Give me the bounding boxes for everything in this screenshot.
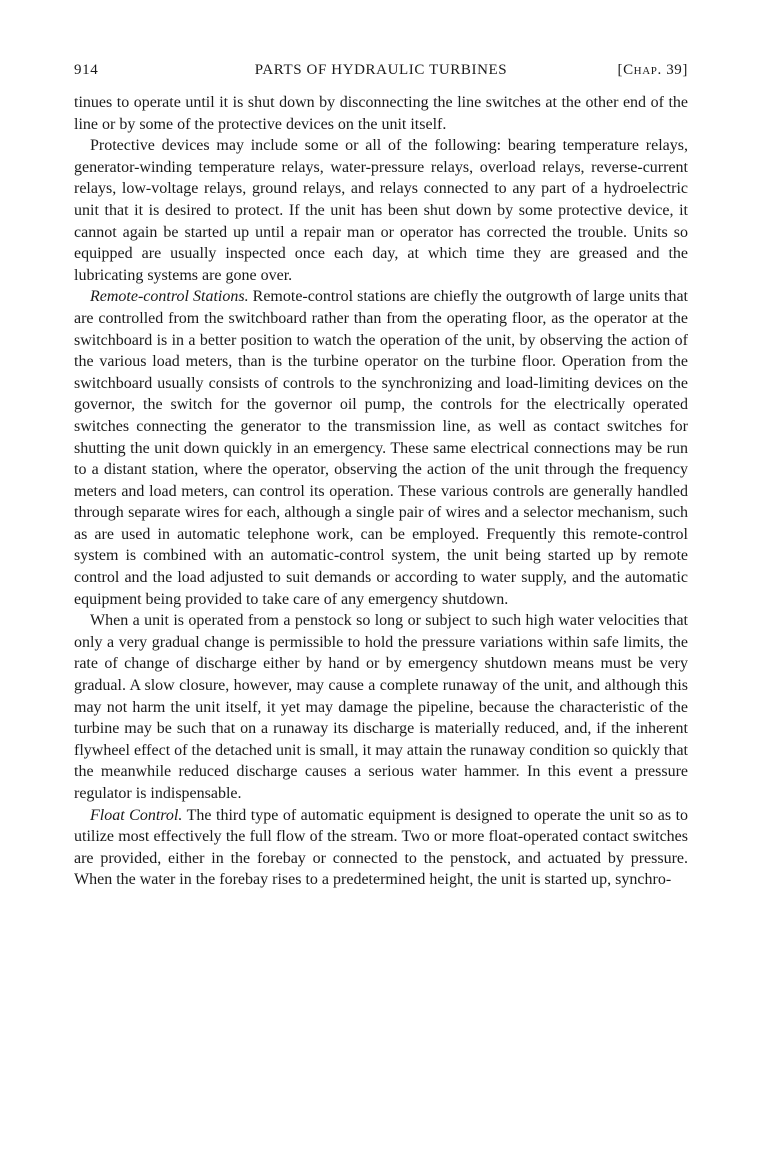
paragraph-text: Remote-control stations are chiefly the outgrowth of large units that are controlled from the switchboard rather than from the operating floor, as the operator at the switchboard is in a better position to watch the operation of the unit, by observing the action of the various load meters, than is the turbine operator on the turbine floor. Operation from the switchboard usually consists of controls to the synchronizing and load-limiting devices on the governor, the switch for the governor oil pump, the controls for the electrically operated switches connecting the generator to the transmission line, as well as contact switches for shutting the unit down quickly in an emergency. These same electrical connections may be run to a distant station, where the operator, observing the action of the unit through the frequency meters and load meters, can control its operation. These various controls are generally handled through separate wires for each, although a single pair of wires and a selector mechanism, such as are used in automatic telephone work, can be employed. Frequently this remote-control system is combined with an automatic-control system, the unit being started up by remote control and the load adjusted to suit demands or according to water supply, and the automatic equipment being provided to take care of any emergency shutdown. (74, 288, 689, 608)
paragraph-continuation (74, 92, 688, 135)
paragraph-penstock-operation (74, 610, 688, 804)
paragraph-text: The third type of automatic equipment is designed to operate the unit so as to utilize most effectively the full flow of the stream. Two or more float-operated contact switches are provided, either in the forebay or connected to the penstock, and actuated by pressure. When the water in the forebay rises to a predetermined height, the unit is started up, synchro- (74, 806, 689, 889)
running-head (74, 62, 688, 84)
paragraph-text: When a unit is operated from a penstock so long or subject to such high water velocities that only a very gradual change is permissible to hold the pressure variations within safe limits, the rate of change of discharge either by hand or by emergency shutdown means must be very gradual. A slow closure, however, may cause a complete runaway of the unit, and although this may not harm the unit itself, it yet may damage the pipeline, because the characteristic of the turbine may be such that on a runaway its discharge is materially reduced, and, if the inherent flywheel effect of the detached unit is small, it may attain the runaway condition so quickly that the meanwhile reduced discharge causes a serious water hammer. In this event a pressure regulator is indispensable. (74, 612, 688, 802)
paragraph-float-control (74, 805, 688, 891)
paragraph-text: tinues to operate until it is shut down by disconnecting the line switches at the other end of the line or by some of the protective devices on the unit itself. (74, 94, 688, 133)
paragraph-text: Protective devices may include some or all of the following: bearing temperature relays, generator-winding temperature relays, water-pressure relays, overload relays, reverse-current relays, low-voltage relays, ground relays, and relays connected to any part of a hydroelectric unit that it is desired to protect. If the unit has been shut down by some protective device, it cannot again be started up until a repair man or operator has corrected the trouble. Units so equipped are usually inspected once each day, at which time they are greased and the lubricating systems are gone over. (74, 137, 688, 284)
paragraph-heading: Float Control. (90, 806, 183, 824)
paragraph-heading: Remote-control Stations. (90, 288, 249, 306)
chapter-label: Chap. (623, 62, 662, 78)
chapter-bracket: [ (617, 62, 624, 78)
page-number: 914 (74, 62, 99, 78)
chapter-reference (617, 62, 688, 79)
chapter-number: 39] (661, 62, 688, 78)
book-page (74, 62, 688, 891)
paragraph-protective-devices (74, 135, 688, 286)
running-title: PARTS OF HYDRAULIC TURBINES (254, 62, 508, 78)
paragraph-remote-control-stations (74, 286, 688, 610)
